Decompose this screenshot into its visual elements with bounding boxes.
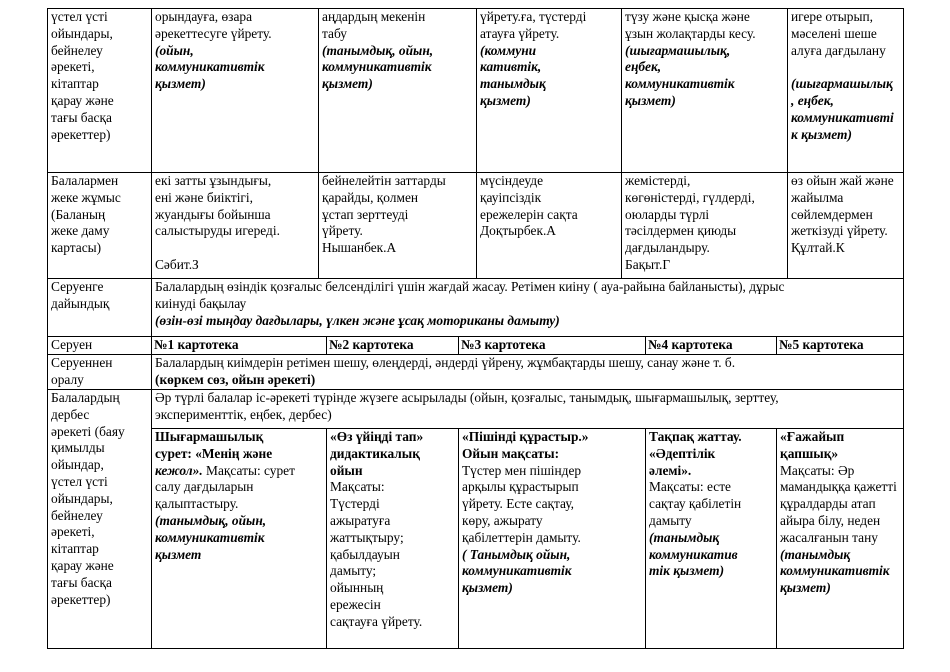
table-border-subcol — [458, 336, 459, 354]
text-line: жеткізуді үйрету. — [791, 223, 888, 239]
text-line: (танымдық — [649, 529, 720, 545]
table-border-col — [787, 8, 788, 278]
card-file-3 — [461, 337, 546, 354]
row6-col3 — [462, 429, 588, 597]
row6-label — [51, 390, 125, 608]
text-line: Мақсаты: есте — [649, 479, 731, 495]
text-line: оюларды түрлі — [625, 206, 710, 222]
text-line: Тақпақ жаттау. — [649, 429, 742, 444]
table-border-subcol — [458, 428, 459, 648]
text-line: дербес — [51, 406, 90, 422]
row4-label — [51, 337, 92, 354]
row1-col2 — [322, 9, 433, 93]
row1-col4 — [625, 9, 756, 110]
text-line: тәсілдермен қиюды — [625, 223, 737, 239]
text-line: (шығармашылық — [791, 76, 893, 92]
text-line: қызмет) — [322, 76, 373, 92]
text-line: тағы басқа — [51, 574, 112, 590]
text-line: Доқтырбек.А — [480, 223, 556, 239]
text-line: Мақсаты: — [330, 479, 385, 495]
text-line: дамыту — [649, 512, 692, 528]
text-line: кітаптар — [51, 541, 99, 557]
table-border-col — [476, 8, 477, 278]
text-line: коммуникативтік — [780, 563, 890, 579]
text-line: түзу және қысқа және — [625, 9, 750, 24]
card-file-label: №2 картотека — [329, 337, 414, 352]
text-line: атауға үйрету. — [480, 25, 560, 41]
text-line: өз ойын жай және — [791, 173, 894, 188]
table-border-subcol — [776, 428, 777, 648]
row5-label — [51, 355, 112, 389]
text-line: Бақыт.Г — [625, 256, 671, 272]
text-line: коммуникативтік — [155, 59, 265, 75]
text-line: арқылы құрастырып — [462, 479, 579, 495]
text-line: жуандығы бойынша — [155, 206, 271, 222]
row1-col5 — [791, 9, 894, 143]
text-line: «Ғажайып — [780, 429, 845, 444]
text-line: жемістерді, — [625, 173, 691, 188]
text-line: қарау және — [51, 92, 114, 108]
text-line: коммуникативтік — [155, 529, 265, 545]
text-line: ойындар, — [51, 457, 104, 473]
text-line: Шығармашылық — [155, 429, 264, 444]
text-line: картасы) — [51, 240, 102, 256]
text-line: (Баланың — [51, 206, 106, 222]
text-line: ойынның — [330, 580, 384, 596]
text-line: сурет: «Менің және — [155, 445, 273, 461]
table-border-col1 — [151, 8, 152, 649]
text-line: қызмет) — [462, 580, 513, 596]
row2-label — [51, 173, 121, 257]
text-line: Ойын мақсаты: — [462, 445, 560, 461]
text-line: ажыратуға — [330, 512, 391, 528]
text-line — [155, 463, 295, 480]
row2-col2 — [322, 173, 446, 257]
text-line: үйрету.ға, түстерді — [480, 9, 587, 24]
row2-col3 — [480, 173, 578, 240]
text-line: ережелерін сақта — [480, 206, 578, 222]
text-line: (коммуни — [480, 42, 537, 58]
row2-col4 — [625, 173, 755, 274]
text-line: Балалардың киімдерін ретімен шешу, өлеңдерді, әндерді үйрену, жұмбақтарды шешу, санау және т. б. — [155, 355, 736, 370]
text-line: көгөністерді, гүлдерді, — [625, 189, 755, 205]
text-line: салыстыруды игереді. — [155, 223, 280, 239]
text-line: қабілеттерін дамыту. — [462, 529, 581, 545]
text-line: ұзын жолақтарды кесу. — [625, 25, 756, 41]
text-line: Балалармен — [51, 173, 119, 188]
text-line: табу — [322, 25, 347, 41]
table-border-right — [903, 8, 904, 649]
table-border-subcol — [645, 428, 646, 648]
text-line: ойын — [330, 462, 363, 478]
text-line: қызмет) — [625, 92, 676, 108]
text-line: Балалардың — [51, 390, 120, 405]
text-line: бейнелейтін заттарды — [322, 173, 446, 188]
text-line: аңдардың мекенін — [322, 9, 426, 24]
row6-col1 — [155, 429, 295, 563]
text-line: (танымдық, ойын, — [155, 512, 267, 528]
text-line: әрекеттер) — [51, 591, 111, 607]
text-line: коммуникативтік — [462, 563, 572, 579]
text-line: қауіпсіздік — [480, 189, 542, 205]
text-line: Серуеннен — [51, 355, 113, 370]
row1-col3 — [480, 9, 586, 110]
text-line: Әр түрлі балалар іс-әрекеті түрінде жүзеге асырылады (ойын, қозғалыс, танымдық, шығармашылық, зерттеу, — [155, 390, 779, 405]
text-line: бейнелеу — [51, 507, 103, 523]
text-line: «Пішінді құрастыр.» — [462, 429, 589, 444]
text-line: дайындық — [51, 295, 110, 311]
text-line: қызмет) — [155, 76, 206, 92]
row6-intro — [155, 390, 779, 424]
text-line: тағы басқа — [51, 109, 112, 125]
text-line: үйрету. — [322, 223, 363, 239]
text-line: Сәбит.З — [155, 256, 199, 272]
text-line: қызмет) — [780, 580, 831, 596]
card-file-label: №4 картотека — [648, 337, 733, 352]
card-file-5 — [779, 337, 864, 354]
text-line: Түстер мен пішіндер — [462, 462, 582, 478]
text-line: жеке даму — [51, 223, 110, 239]
text-line: қабылдауын — [330, 546, 400, 562]
text-line: (танымдық, ойын, — [322, 42, 434, 58]
text-line: (танымдық — [780, 546, 851, 562]
text-line: қимылды — [51, 440, 105, 456]
text-line: ұстап зерттеуді — [322, 206, 409, 222]
text-line: коммуникативті — [791, 109, 894, 125]
text-line: жаттықтыру; — [330, 529, 404, 545]
text-line: қалыптастыру. — [155, 496, 239, 512]
text-line: мәселені шеше — [791, 25, 877, 41]
text-line: мүсіндеуде — [480, 173, 544, 188]
text-fragment: кежол». — [155, 462, 203, 478]
text-line: дамыту; — [330, 563, 377, 579]
text-line: еңбек, — [625, 59, 662, 75]
text-line: Серуен — [51, 337, 93, 352]
text-line: дидактикалық — [330, 445, 420, 461]
text-line: жайылма — [791, 189, 844, 205]
text-line: қапшық» — [780, 445, 839, 461]
text-line: коммуникативтік — [625, 76, 735, 92]
text-line: бейнелеу — [51, 42, 103, 58]
text-line: әрекеттер) — [51, 126, 111, 142]
text-line: (көркем сөз, ойын әрекеті) — [155, 371, 316, 387]
row1-label — [51, 9, 114, 143]
card-file-4 — [648, 337, 733, 354]
card-file-label: №3 картотека — [461, 337, 546, 352]
text-line: қызмет) — [480, 92, 531, 108]
text-line: , еңбек, — [791, 92, 834, 108]
text-line: коммуникативтік — [322, 59, 432, 75]
text-line: көру, ажырату — [462, 512, 543, 528]
text-line — [155, 240, 280, 257]
text-line: ойындары, — [51, 25, 113, 41]
table-border-subcol — [645, 336, 646, 354]
text-line: дағдыландыру. — [625, 240, 710, 256]
text-line: қарайды, қолмен — [322, 189, 419, 205]
row2-col5 — [791, 173, 894, 257]
text-line: әрекеті, — [51, 59, 95, 75]
text-line: әлемі». — [649, 462, 692, 478]
text-line: кітаптар — [51, 76, 99, 92]
text-line: әрекеттесуге үйрету. — [155, 25, 272, 41]
table-border-h — [47, 648, 904, 649]
row3-label — [51, 279, 109, 313]
text-line: мамандыққа қажетті — [780, 479, 897, 495]
table-border-left — [47, 8, 48, 649]
row6-col4 — [649, 429, 742, 580]
text-line: алуға дағдылану — [791, 42, 886, 58]
table-border-col — [621, 8, 622, 278]
row1-col1 — [155, 9, 272, 93]
text-line: к қызмет) — [791, 126, 852, 142]
text-line: «Өз үйіңді тап» — [330, 429, 424, 444]
text-line: тік қызмет) — [649, 563, 725, 579]
text-line: танымдық — [480, 76, 546, 92]
card-file-1 — [154, 337, 239, 354]
row6-col5 — [780, 429, 897, 597]
text-line: Нышанбек.А — [322, 240, 397, 256]
table-border-subcol — [776, 336, 777, 354]
text-line: «Әдептілік — [649, 445, 716, 461]
text-line: киінуді бақылау — [155, 295, 247, 311]
row3-content — [155, 279, 784, 329]
text-line: Балалардың өзіндік қозғалыс белсенділігі үшін жағдай жасау. Ретімен киіну ( ауа-райына байланысты), дұрыс — [155, 279, 785, 294]
text-line: әрекеті, — [51, 524, 95, 540]
text-line: екі затты ұзындығы, — [155, 173, 272, 188]
text-line: (ойын, — [155, 42, 194, 58]
text-line: айыра білу, неден — [780, 512, 881, 528]
text-line: кативтік, — [480, 59, 542, 75]
text-line: сөйлемдермен — [791, 206, 873, 222]
text-line: салу дағдыларын — [155, 479, 254, 495]
text-line: Мақсаты: Әр — [780, 462, 855, 478]
table-border-subcol — [326, 336, 327, 354]
text-line: сақтауға үйрету. — [330, 613, 423, 629]
text-line: әрекеті (баяу — [51, 423, 125, 439]
text-line — [791, 59, 894, 76]
text-line: ережесін — [330, 596, 381, 612]
text-line: (өзін-өзі тыңдау дағдылары, үлкен және ұсақ моториканы дамыту) — [155, 312, 560, 328]
text-line: оралу — [51, 371, 84, 387]
text-line: ені және биіктігі, — [155, 189, 253, 205]
text-line: Түстерді — [330, 496, 380, 512]
text-line: үстел үсті — [51, 473, 108, 489]
text-line: игере отырып, — [791, 9, 873, 24]
text-fragment: Мақсаты: сурет — [202, 462, 295, 478]
row5-content — [155, 355, 735, 389]
text-line: ойындары, — [51, 490, 113, 506]
text-line: (шығармашылық, — [625, 42, 731, 58]
card-file-label: №1 картотека — [154, 337, 239, 352]
text-line: қарау және — [51, 557, 114, 573]
text-line: құралдарды атап — [780, 496, 876, 512]
text-line: сақтау қабілетін — [649, 496, 742, 512]
row2-col1 — [155, 173, 280, 274]
table-border-subcol — [326, 428, 327, 648]
text-line: орындауға, өзара — [155, 9, 253, 24]
text-line: коммуникатив — [649, 546, 738, 562]
text-line: қызмет — [155, 546, 202, 562]
text-line: үйрету. Есте сақтау, — [462, 496, 575, 512]
text-line: ( Танымдық ойын, — [462, 546, 571, 562]
card-file-label: №5 картотека — [779, 337, 864, 352]
row6-col2 — [330, 429, 423, 631]
table-border-col — [318, 8, 319, 278]
text-line: жасалғанын тану — [780, 529, 878, 545]
text-line: үстел үсті — [51, 9, 108, 24]
text-line: эксперименттік, еңбек, дербес) — [155, 406, 332, 422]
text-line: Құлтай.К — [791, 240, 845, 256]
text-line: Серуенге — [51, 279, 104, 294]
card-file-2 — [329, 337, 414, 354]
text-line: жеке жұмыс — [51, 189, 121, 205]
